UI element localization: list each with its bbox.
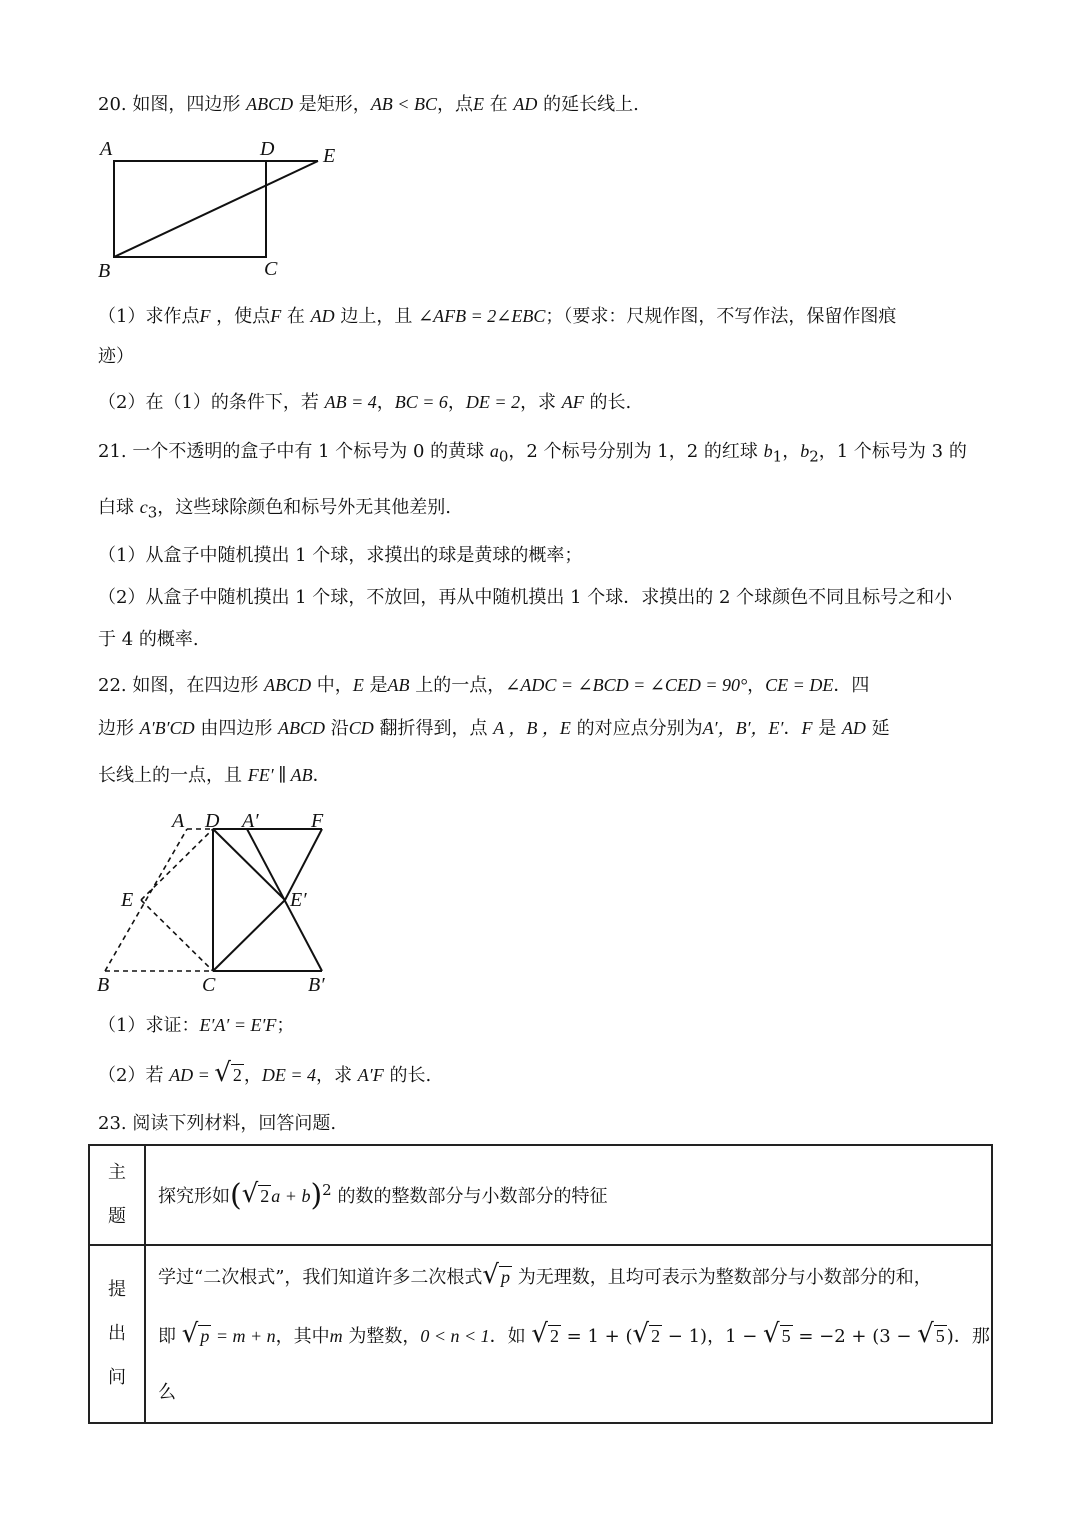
text: ； bbox=[276, 1015, 295, 1036]
math: AD bbox=[513, 94, 538, 114]
table-row bbox=[89, 1245, 992, 1423]
header-char: 问 bbox=[108, 1367, 126, 1388]
segment-de-prime bbox=[213, 829, 285, 900]
text: ． bbox=[312, 765, 331, 786]
math: = −2 + (3 − bbox=[792, 1326, 918, 1347]
text: ， bbox=[782, 441, 801, 462]
table-row bbox=[89, 1145, 992, 1245]
q20-part2 bbox=[98, 389, 631, 416]
math: − 1) bbox=[662, 1326, 708, 1347]
text: 于 4 的概率. bbox=[98, 629, 199, 650]
q20-part1-cont bbox=[98, 344, 134, 370]
math: m bbox=[329, 1326, 343, 1346]
math: ∠ADC = ∠BCD = ∠CED = 90° bbox=[505, 675, 748, 695]
text: （1）从盒子中随机摸出 1 个球，求摸出的球是黄球的概率； bbox=[98, 545, 583, 566]
text: 为无理数，且均可表示为整数部分与小数部分的和， bbox=[511, 1267, 932, 1288]
math: ∠AFB = 2∠EBC bbox=[418, 306, 546, 326]
text: 由四边形 bbox=[194, 718, 279, 739]
row-header-topic bbox=[89, 1145, 145, 1245]
text: ， bbox=[243, 1065, 262, 1086]
math: AB bbox=[387, 675, 410, 695]
text: 白球 bbox=[98, 497, 140, 518]
q22-figure bbox=[92, 805, 352, 997]
header-char: 提 bbox=[108, 1279, 126, 1300]
text: 22. 如图，在四边形 bbox=[98, 675, 265, 696]
math: AF bbox=[561, 392, 584, 412]
text: ． bbox=[783, 718, 802, 739]
text: （1）求证： bbox=[98, 1015, 200, 1036]
math: c bbox=[139, 497, 148, 517]
math: ) bbox=[946, 1326, 954, 1347]
segment-ec bbox=[141, 900, 213, 971]
header-char: 出 bbox=[108, 1323, 126, 1344]
text: ．四 bbox=[833, 675, 870, 696]
text: 探究形如 bbox=[158, 1185, 230, 1207]
radicand: 2 bbox=[232, 1065, 242, 1085]
text: 20. 如图，四边形 bbox=[98, 94, 247, 115]
math: E′A′ = E′F bbox=[199, 1015, 277, 1035]
math: AB = 4 bbox=[324, 392, 377, 412]
q21-stem-2 bbox=[98, 494, 451, 526]
text: 边上，且 bbox=[334, 306, 419, 327]
text: 21. 一个不透明的盒子中有 1 个标号为 0 的黄球 bbox=[98, 441, 490, 462]
text: 是矩形， bbox=[293, 94, 371, 115]
math: a + b bbox=[271, 1185, 311, 1206]
radicand: p bbox=[200, 1326, 210, 1346]
q21-part1 bbox=[98, 543, 582, 569]
math: a bbox=[489, 441, 499, 461]
sqrt-sign: √ bbox=[632, 1319, 650, 1349]
text: ；（要求：尺规作图，不写作法，保留作图痕 bbox=[545, 306, 897, 327]
label-d: D bbox=[205, 810, 220, 832]
math: E bbox=[472, 94, 484, 114]
q20-part1 bbox=[98, 303, 896, 330]
text: 为整数， bbox=[342, 1326, 421, 1347]
math: AB < BC bbox=[370, 94, 437, 114]
q21-part2 bbox=[98, 585, 952, 611]
text: ．如 bbox=[489, 1326, 532, 1347]
math: BC = 6 bbox=[394, 392, 448, 412]
label-c: C bbox=[264, 258, 278, 280]
row-header-question bbox=[89, 1245, 145, 1423]
math: CE = DE bbox=[765, 675, 834, 695]
math: = 1 + ( bbox=[560, 1326, 633, 1347]
text: （2）在（1）的条件下，若 bbox=[98, 392, 325, 413]
text: ，求 bbox=[520, 392, 562, 413]
segment-ba bbox=[105, 829, 187, 971]
text: ．那么 bbox=[158, 1326, 990, 1403]
text: 学过“二次根式”，我们知道许多二次根式 bbox=[158, 1267, 483, 1288]
text: 的数的整数部分与小数部分的特征 bbox=[331, 1185, 608, 1207]
math: A′F bbox=[357, 1065, 384, 1085]
math: 1 − bbox=[725, 1326, 764, 1347]
text: 的延长线上. bbox=[537, 94, 639, 115]
math: 0 < n < 1 bbox=[420, 1326, 490, 1346]
text: 在 bbox=[281, 306, 311, 327]
label-b: B bbox=[97, 974, 110, 996]
math: A ，B ，E bbox=[493, 718, 571, 738]
topic-cell bbox=[145, 1145, 992, 1245]
subscript: 1 bbox=[772, 447, 783, 466]
math: F bbox=[270, 306, 282, 326]
q23-material-table bbox=[88, 1144, 993, 1424]
math: F bbox=[199, 306, 211, 326]
text: ，点 bbox=[436, 94, 473, 115]
label-d: D bbox=[260, 138, 275, 160]
text: 长线上的一点，且 bbox=[98, 765, 248, 786]
text: 延 bbox=[865, 718, 890, 739]
segment-be bbox=[114, 161, 318, 257]
math: b bbox=[763, 441, 773, 461]
exponent: 2 bbox=[322, 1180, 332, 1199]
q20-figure bbox=[92, 133, 352, 283]
text: ， bbox=[707, 1326, 726, 1347]
text: 上的一点， bbox=[409, 675, 506, 696]
text: 翻折得到，点 bbox=[373, 718, 494, 739]
subscript: 3 bbox=[147, 503, 158, 522]
label-b: B bbox=[98, 260, 111, 282]
q23-stem bbox=[98, 1111, 336, 1137]
sqrt-sign: √ bbox=[763, 1319, 780, 1349]
label-a: A bbox=[172, 810, 185, 832]
sqrt-sign: √ bbox=[214, 1058, 231, 1088]
question-line-1 bbox=[158, 1247, 990, 1306]
math: DE = 2 bbox=[465, 392, 521, 412]
radicand: 5 bbox=[781, 1326, 791, 1346]
q20-stem bbox=[98, 91, 639, 118]
text: ， bbox=[747, 675, 766, 696]
text: ，1 个标号为 3 的 bbox=[818, 441, 967, 462]
label-a: A bbox=[100, 138, 113, 160]
text: 是 bbox=[363, 675, 388, 696]
math: FE′ ∥ AB bbox=[247, 765, 313, 785]
subscript: 0 bbox=[498, 447, 509, 466]
sqrt-sign: √ bbox=[181, 1319, 199, 1349]
segment-ce-prime bbox=[213, 900, 285, 971]
radicand: 2 bbox=[549, 1326, 559, 1346]
subscript: 2 bbox=[809, 447, 819, 466]
text: 23. 阅读下列材料，回答问题. bbox=[98, 1113, 337, 1134]
math: A′B′CD bbox=[139, 718, 195, 738]
paren-close: ) bbox=[310, 1177, 323, 1213]
math: = m + n bbox=[211, 1326, 276, 1346]
math: ABCD bbox=[246, 94, 294, 114]
text: ，其中 bbox=[275, 1326, 330, 1347]
sqrt-sign: √ bbox=[531, 1319, 548, 1349]
text: 在 bbox=[483, 94, 514, 115]
label-f: F bbox=[311, 810, 324, 832]
sqrt-sign: √ bbox=[241, 1178, 259, 1209]
text: 是 bbox=[812, 718, 842, 739]
text: 中， bbox=[311, 675, 353, 696]
radicand: p bbox=[500, 1267, 510, 1287]
label-e: E bbox=[121, 889, 134, 911]
text: ，这些球除颜色和标号外无其他差别. bbox=[157, 497, 452, 518]
question-cell bbox=[145, 1245, 992, 1423]
sqrt-sign: √ bbox=[482, 1260, 499, 1290]
math: ABCD bbox=[278, 718, 326, 738]
label-e: E bbox=[323, 145, 336, 167]
q21-stem-1 bbox=[98, 438, 967, 470]
radicand: 2 bbox=[651, 1326, 661, 1346]
text: ， bbox=[376, 392, 395, 413]
q22-stem-3 bbox=[98, 762, 331, 789]
rectangle-abcd bbox=[114, 161, 266, 257]
text: ，2 个标号分别为 1，2 的红球 bbox=[508, 441, 764, 462]
q22-part2 bbox=[98, 1060, 431, 1089]
q22-part1 bbox=[98, 1012, 294, 1039]
text: 迹） bbox=[98, 346, 134, 367]
q22-stem-1 bbox=[98, 672, 869, 699]
text: 即 bbox=[158, 1326, 182, 1347]
text: （2）若 bbox=[98, 1065, 170, 1086]
text: ，求 bbox=[316, 1065, 358, 1086]
math: ABCD bbox=[264, 675, 312, 695]
math: AD = bbox=[169, 1065, 215, 1085]
math: DE = 4 bbox=[261, 1065, 317, 1085]
label-b-prime: B′ bbox=[308, 974, 325, 996]
math: CD bbox=[348, 718, 374, 738]
math: A′，B′，E′ bbox=[702, 718, 784, 738]
text: （2）从盒子中随机摸出 1 个球，不放回，再从中随机摸出 1 个球．求摸出的 2 个球颜色不同且标号之和小 bbox=[98, 587, 953, 608]
text: 沿 bbox=[325, 718, 349, 739]
math: b bbox=[800, 441, 810, 461]
label-e-prime: E′ bbox=[290, 889, 307, 911]
text: 的长. bbox=[583, 392, 632, 413]
paren-open: ( bbox=[230, 1177, 242, 1213]
sqrt-sign: √ bbox=[917, 1319, 934, 1349]
text: 的长. bbox=[383, 1065, 432, 1086]
text: （1）求作点 bbox=[98, 306, 200, 327]
radicand: 2 bbox=[260, 1185, 270, 1206]
math: AD bbox=[310, 306, 335, 326]
radicand: 5 bbox=[935, 1326, 945, 1346]
q21-part2-cont bbox=[98, 627, 199, 653]
q22-stem-2 bbox=[98, 715, 890, 742]
math: AD bbox=[841, 718, 866, 738]
header-char: 主 bbox=[108, 1162, 126, 1183]
math: F bbox=[801, 718, 813, 738]
question-line-2 bbox=[158, 1306, 990, 1421]
label-a-prime: A′ bbox=[242, 810, 259, 832]
math: E bbox=[352, 675, 364, 695]
text: ， bbox=[447, 392, 466, 413]
header-char: 题 bbox=[108, 1206, 126, 1227]
text: ，使点 bbox=[210, 306, 271, 327]
text: 边形 bbox=[98, 718, 140, 739]
label-c: C bbox=[202, 974, 216, 996]
text: 的对应点分别为 bbox=[570, 718, 703, 739]
